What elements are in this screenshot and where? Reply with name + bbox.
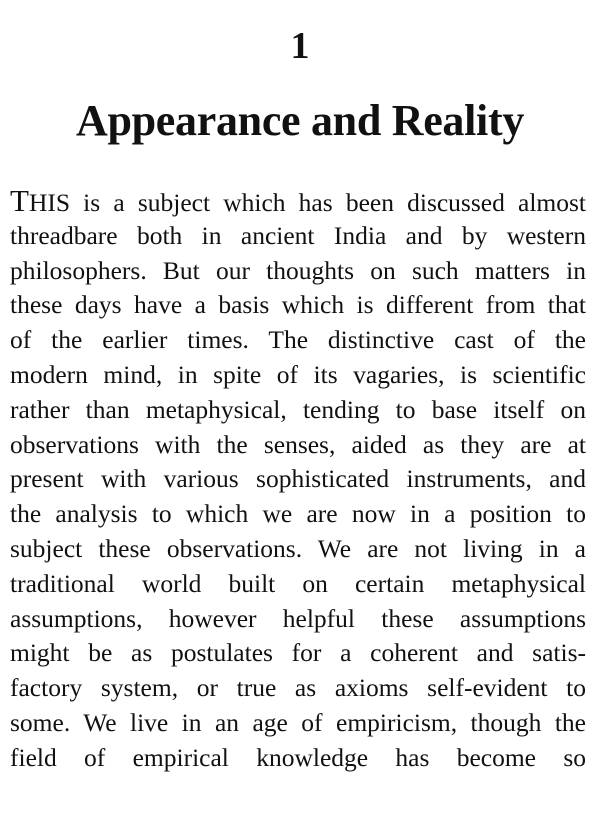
- first-line-text: HIS is a subject which has been discussed almost: [28, 188, 586, 217]
- text-line-9: present with various sophisticated instruments, and: [10, 464, 586, 494]
- text-line-5: of the earlier times. The distinctive cast of the: [10, 325, 586, 355]
- text-line-3: philosophers. But our thoughts on such matters in: [10, 255, 586, 285]
- text-line-12: traditional world built on certain metaphysical: [10, 568, 586, 598]
- text-line-1: [10, 184, 586, 219]
- text-line-17: field of empirical knowledge has become so: [10, 742, 586, 772]
- chapter-title: Appearance and Reality: [75, 96, 525, 145]
- text-line-16: some. We live in an age of empiricism, though the: [10, 707, 586, 737]
- text-line-14: might be as postulates for a coherent and satis-: [10, 638, 586, 668]
- text-line-10: the analysis to which we are now in a position to: [10, 499, 586, 529]
- text-line-4: these days have a basis which is different from that: [10, 290, 586, 320]
- drop-cap: T: [10, 183, 29, 218]
- text-line-8: observations with the senses, aided as they are at: [10, 429, 586, 459]
- text-line-15: factory system, or true as axioms self-evident to: [10, 673, 586, 703]
- text-line-11: subject these observations. We are not living in a: [10, 533, 586, 563]
- body-paragraph: [10, 184, 586, 776]
- text-line-2: threadbare both in ancient India and by western: [10, 220, 586, 250]
- chapter-number: 1: [290, 25, 310, 67]
- text-line-6: modern mind, in spite of its vagaries, is scientific: [10, 359, 586, 389]
- text-line-7: rather than metaphysical, tending to base itself on: [10, 394, 586, 424]
- text-line-13: assumptions, however helpful these assumptions: [10, 603, 586, 633]
